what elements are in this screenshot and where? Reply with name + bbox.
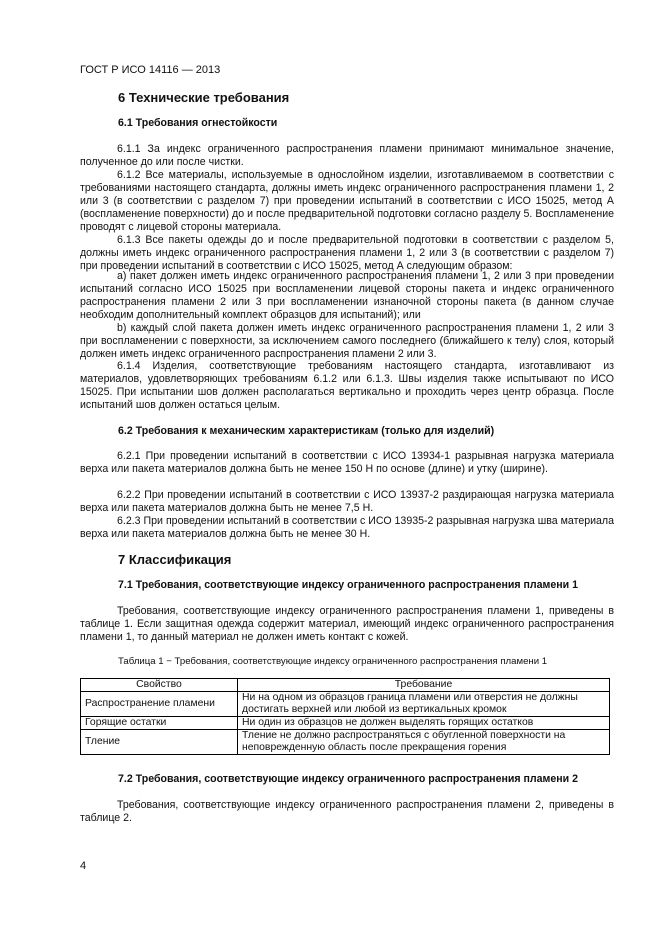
paragraph-6-2-2: 6.2.2 При проведении испытаний в соответствии с ИСО 13937-2 раздирающая нагрузка материала верха или пакета материалов должна быть не менее 7,5 Н. (80, 489, 614, 515)
table-row (81, 717, 610, 730)
paragraph-7-2: Требования, соответствующие индексу ограниченного распространения пламени 2, приведены в таблице 2. (80, 799, 614, 825)
paragraph-6-1-4: 6.1.4 Изделия, соответствующие требованиям настоящего стандарта, изготавливают из материалов, удовлетворяющих требованиям 6.1.2 или 6.1.3. Швы изделия также испытывают по ИСО 15025. При испытании шов должен располагаться вертикально и проходить через центр образца. После испытаний шов должен остаться целым. (80, 360, 614, 412)
paragraph-6-1-3: 6.1.3 Все пакеты одежды до и после предварительной подготовки в соответствии с разделом 5, должны иметь индекс ограниченного распространения пламени 1, 2 или 3 (в соответствии с разделом 7) при проведении испытаний в соответствии с ИСО 15025, метод А следующим образом: (80, 234, 614, 273)
table-row (81, 730, 610, 755)
table-header-row (81, 679, 610, 692)
paragraph-6-2-1: 6.2.1 При проведении испытаний в соответствии с ИСО 13934-1 разрывная нагрузка материала верха или пакета материалов должна быть не менее 150 Н по основе (длине) и утку (ширине). (80, 450, 614, 476)
section-6-title: 6 Технические требования (118, 90, 290, 105)
table-row (81, 692, 610, 717)
table-header-property: Свойство (81, 679, 238, 692)
paragraph-6-1-3-b: b) каждый слой пакета должен иметь индекс ограниченного распространения пламени 1, 2 или 3 при воспламенении с поверхности, за исключением самого последнего (ближайшего к телу) слоя, который должен иметь индекс ограниченного распространения пламени 2 или 3. (80, 322, 614, 361)
table-cell-property: Горящие остатки (81, 717, 238, 730)
subsection-7-1-title: 7.1 Требования, соответствующие индексу ограниченного распространения пламени 1 (118, 579, 578, 591)
table-1 (80, 678, 610, 755)
paragraph-6-1-2: 6.1.2 Все материалы, используемые в однослойном изделии, изготавливаемом в соответствии с требованиями настоящего стандарта, должны иметь индекс ограниченного распространения пламени 1, 2 или 3 (в соответствии с разделом 7) при проведении испытаний в соответствии с ИСО 15025, метод А (воспламенение поверхности) до и после предварительной подготовки согласно разделу 5. Воспламенение проводят с лицевой стороны материала. (80, 169, 614, 234)
table-1-caption: Таблица 1 − Требования, соответствующие индексу ограниченного распространения пламени 1 (118, 656, 548, 667)
table-cell-property: Распространение пламени (81, 692, 238, 717)
table-cell-requirement: Ни один из образцов не должен выделять горящих остатков (238, 717, 610, 730)
subsection-6-1-title: 6.1 Требования огнестойкости (118, 117, 278, 129)
document-header: ГОСТ Р ИСО 14116 — 2013 (80, 64, 221, 76)
table-cell-property: Тление (81, 730, 238, 755)
paragraph-6-1-1: 6.1.1 За индекс ограниченного распространения пламени принимают минимальное значение, полученное до или после чистки. (80, 143, 614, 169)
paragraph-6-2-3: 6.2.3 При проведении испытаний в соответствии с ИСО 13935-2 разрывная нагрузка шва материала верха или пакета материалов должна быть не менее 30 Н. (80, 515, 614, 541)
subsection-7-2-title: 7.2 Требования, соответствующие индексу ограниченного распространения пламени 2 (118, 773, 578, 785)
paragraph-6-1-3-a: а) пакет должен иметь индекс ограниченного распространения пламени 1, 2 или 3 при проведении испытаний согласно ИСО 15025 при воспламенении лицевой стороны пакета и индекс ограниченного распространения пламени 2 или 3 при воспламенении изнаночной стороны пакета (в данном случае необходим дополнительный комплект образцов для испытаний); или (80, 270, 614, 322)
page-number: 4 (80, 860, 87, 872)
table-cell-requirement: Ни на одном из образцов граница пламени или отверстия не должны достигать верхней или любой из вертикальных кромок (238, 692, 610, 717)
table-cell-requirement: Тление не должно распространяться с обугленной поверхности на неповрежденную область после прекращения горения (238, 730, 610, 755)
subsection-6-2-title: 6.2 Требования к механическим характеристикам (только для изделий) (118, 425, 495, 437)
paragraph-7-1: Требования, соответствующие индексу ограниченного распространения пламени 1, приведены в таблице 1. Если защитная одежда содержит материал, имеющий индекс ограниченного распространения пламени 1, то данный материал не должен иметь контакт с кожей. (80, 605, 614, 644)
section-7-title: 7 Классификация (118, 552, 232, 567)
table-header-requirement: Требование (238, 679, 610, 692)
